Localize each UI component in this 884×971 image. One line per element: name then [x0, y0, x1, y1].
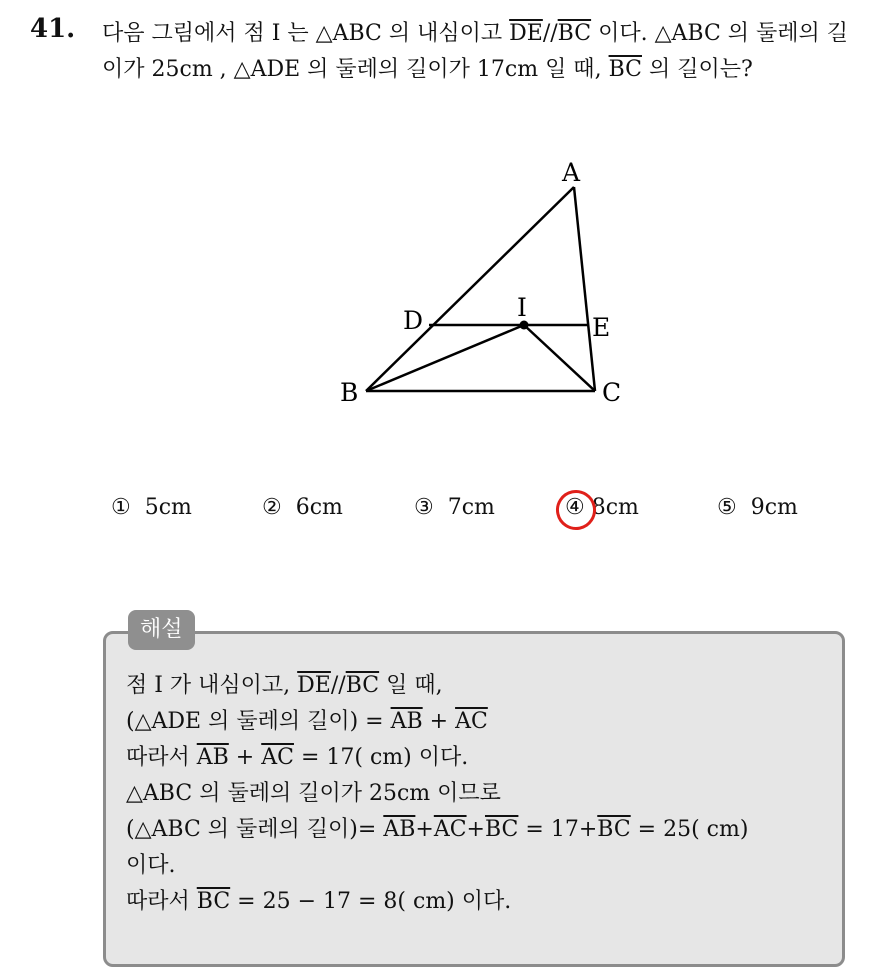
question-text-part: 다음 그림에서 점 I 는 △ABC 의 내심이고 [102, 21, 510, 46]
solution-tag: 해설 [128, 610, 195, 650]
segment-bc: $\overline{BC}$ [557, 21, 592, 46]
parallel-symbol: // [542, 21, 558, 46]
selected-answer-circle [552, 486, 599, 533]
plus-sign: + [415, 817, 434, 842]
segment-ab: $\overline{AB}$ [390, 709, 423, 734]
segment-ac: $\overline{AC}$ [455, 709, 488, 734]
choice-text: 6cm [295, 495, 343, 520]
choice-mark: ① [111, 495, 131, 520]
choice-text: 8cm [591, 495, 639, 520]
vertex-label-b: B [340, 378, 359, 407]
segment-ac: $\overline{AC}$ [433, 817, 467, 842]
segment-ab: $\overline{AB}$ [196, 745, 229, 770]
solution-line-3 [126, 740, 836, 776]
solution-line-4: △ABC 의 둘레의 길이가 25cm 이므로 [126, 781, 501, 806]
plus-sign: + [422, 709, 456, 734]
point-label-d: D [403, 306, 424, 335]
solution-text: (△ABC 의 둘레의 길이)= [126, 817, 384, 842]
segment-bc: $\overline{BC}$ [196, 889, 231, 914]
choice-mark: ③ [414, 495, 434, 520]
segment-ab: $\overline{AB}$ [383, 817, 416, 842]
parallel-symbol: // [330, 673, 346, 698]
solution-line-7 [126, 884, 836, 920]
question-text-part: 의 길이는? [641, 57, 753, 82]
solution-text: 일 때, [379, 673, 443, 698]
plus-sign: + [228, 745, 262, 770]
solution-line-1 [126, 668, 836, 704]
segment-bc: $\overline{BC}$ [597, 817, 631, 842]
plus-sign: + [466, 817, 485, 842]
segment-ci [524, 325, 595, 391]
segment-de: $\overline{DE}$ [297, 673, 331, 698]
solution-text: = 17+ [518, 817, 598, 842]
choice-mark: ② [262, 495, 282, 520]
solution-line-5 [126, 812, 836, 848]
solution-text: 따라서 [126, 745, 197, 770]
choice-mark: ⑤ [717, 495, 737, 520]
vertex-label-c: C [602, 378, 622, 407]
side-ab [366, 187, 574, 391]
choice-5[interactable] [717, 495, 798, 520]
segment-bi [366, 325, 524, 391]
choice-text: 5cm [144, 495, 192, 520]
question-number: 41. [30, 14, 76, 44]
segment-ac: $\overline{AC}$ [261, 745, 294, 770]
triangle-figure [330, 150, 630, 420]
solution-text: 따라서 [126, 889, 197, 914]
choice-3[interactable] [414, 495, 495, 520]
solution-line-2 [126, 704, 836, 740]
solution-text: = 25( cm) [630, 817, 749, 842]
choice-text: 9cm [750, 495, 798, 520]
point-label-e: E [592, 313, 611, 342]
solution-body [126, 668, 836, 920]
solution-text: = 17( cm) 이다. [293, 745, 469, 770]
side-ac [574, 187, 595, 391]
segment-bc: $\overline{BC}$ [608, 57, 642, 82]
segment-bc: $\overline{BC}$ [484, 817, 519, 842]
question-text [102, 16, 867, 88]
choice-1[interactable] [111, 495, 192, 520]
question-text-part: 이다. △ABC 의 둘레의 길이가 25cm , △ADE 의 둘레의 길이가 17cm 일 때, [102, 21, 849, 82]
point-label-i: I [517, 293, 527, 322]
segment-bc: $\overline{BC}$ [345, 673, 380, 698]
solution-line-6: 이다. [126, 853, 176, 878]
solution-text: = 25 − 17 = 8( cm) 이다. [230, 889, 512, 914]
choice-2[interactable] [262, 495, 343, 520]
choice-mark: ④ [565, 495, 585, 520]
vertex-label-a: A [562, 158, 581, 187]
segment-de: $\overline{DE}$ [509, 21, 543, 46]
solution-text: (△ADE 의 둘레의 길이) = [126, 709, 391, 734]
solution-text: 점 I 가 내심이고, [126, 673, 298, 698]
choice-text: 7cm [447, 495, 495, 520]
